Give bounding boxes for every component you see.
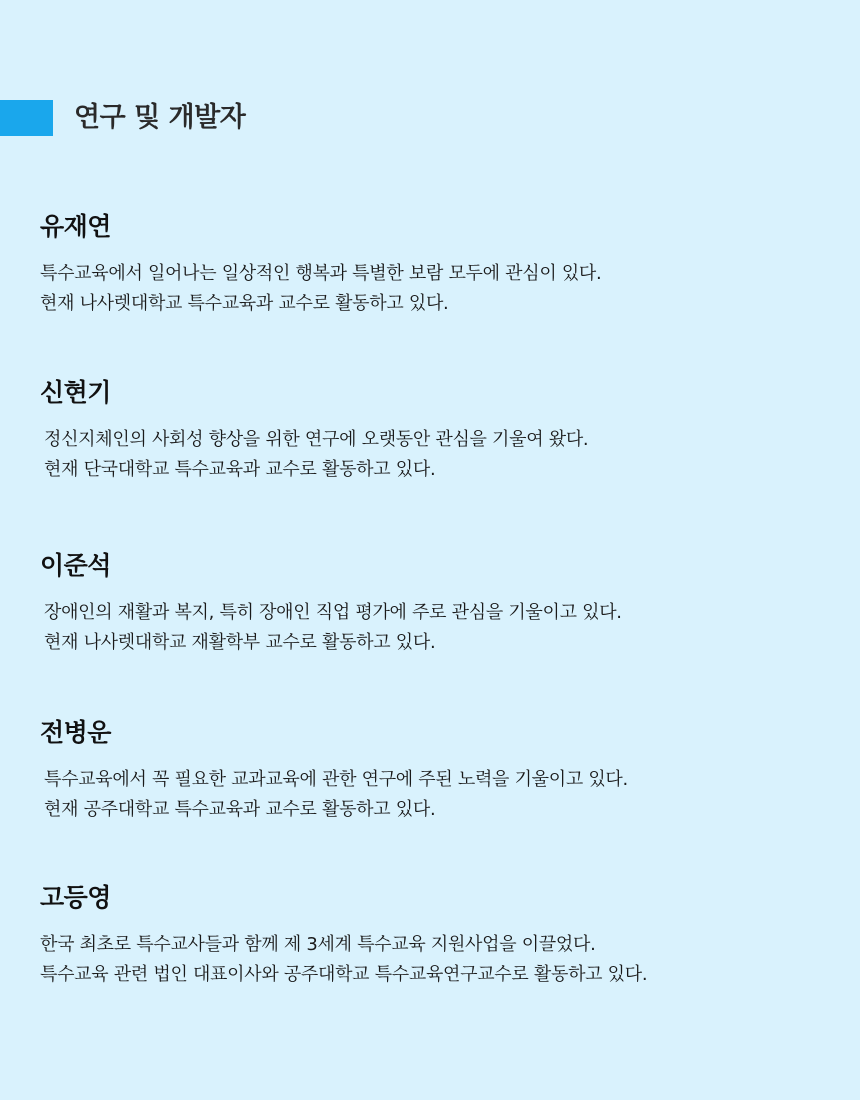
person-name: 유재연 [40, 212, 111, 241]
person-entry-4 [40, 715, 840, 825]
section-header [0, 100, 860, 136]
person-affiliation: 특수교육 관련 법인 대표이사와 공주대학교 특수교육연구교수로 활동하고 있다. [40, 964, 648, 985]
person-entry-3 [40, 548, 840, 658]
person-affiliation: 현재 공주대학교 특수교육과 교수로 활동하고 있다. [44, 799, 436, 820]
person-affiliation: 현재 나사렛대학교 재활학부 교수로 활동하고 있다. [44, 632, 436, 653]
person-name: 전병운 [40, 718, 111, 747]
person-description: 한국 최초로 특수교사들과 함께 제 3세계 특수교육 지원사업을 이끌었다. [40, 934, 596, 955]
person-name: 이준석 [40, 551, 111, 580]
person-entry-2 [40, 375, 840, 485]
person-entry-1 [40, 209, 840, 319]
person-description: 장애인의 재활과 복지, 특히 장애인 직업 평가에 주로 관심을 기울이고 있다. [44, 602, 622, 623]
person-description: 특수교육에서 일어나는 일상적인 행복과 특별한 보람 모두에 관심이 있다. [40, 263, 602, 284]
person-entry-5 [40, 880, 840, 990]
person-description: 정신지체인의 사회성 향상을 위한 연구에 오랫동안 관심을 기울여 왔다. [44, 429, 589, 450]
person-affiliation: 현재 단국대학교 특수교육과 교수로 활동하고 있다. [44, 459, 436, 480]
person-description: 특수교육에서 꼭 필요한 교과교육에 관한 연구에 주된 노력을 기울이고 있다. [44, 769, 628, 790]
person-affiliation: 현재 나사렛대학교 특수교육과 교수로 활동하고 있다. [40, 293, 449, 314]
accent-bar [0, 100, 53, 136]
person-name: 신현기 [40, 378, 111, 407]
section-title: 연구 및 개발자 [74, 102, 246, 133]
person-name: 고등영 [40, 883, 111, 912]
